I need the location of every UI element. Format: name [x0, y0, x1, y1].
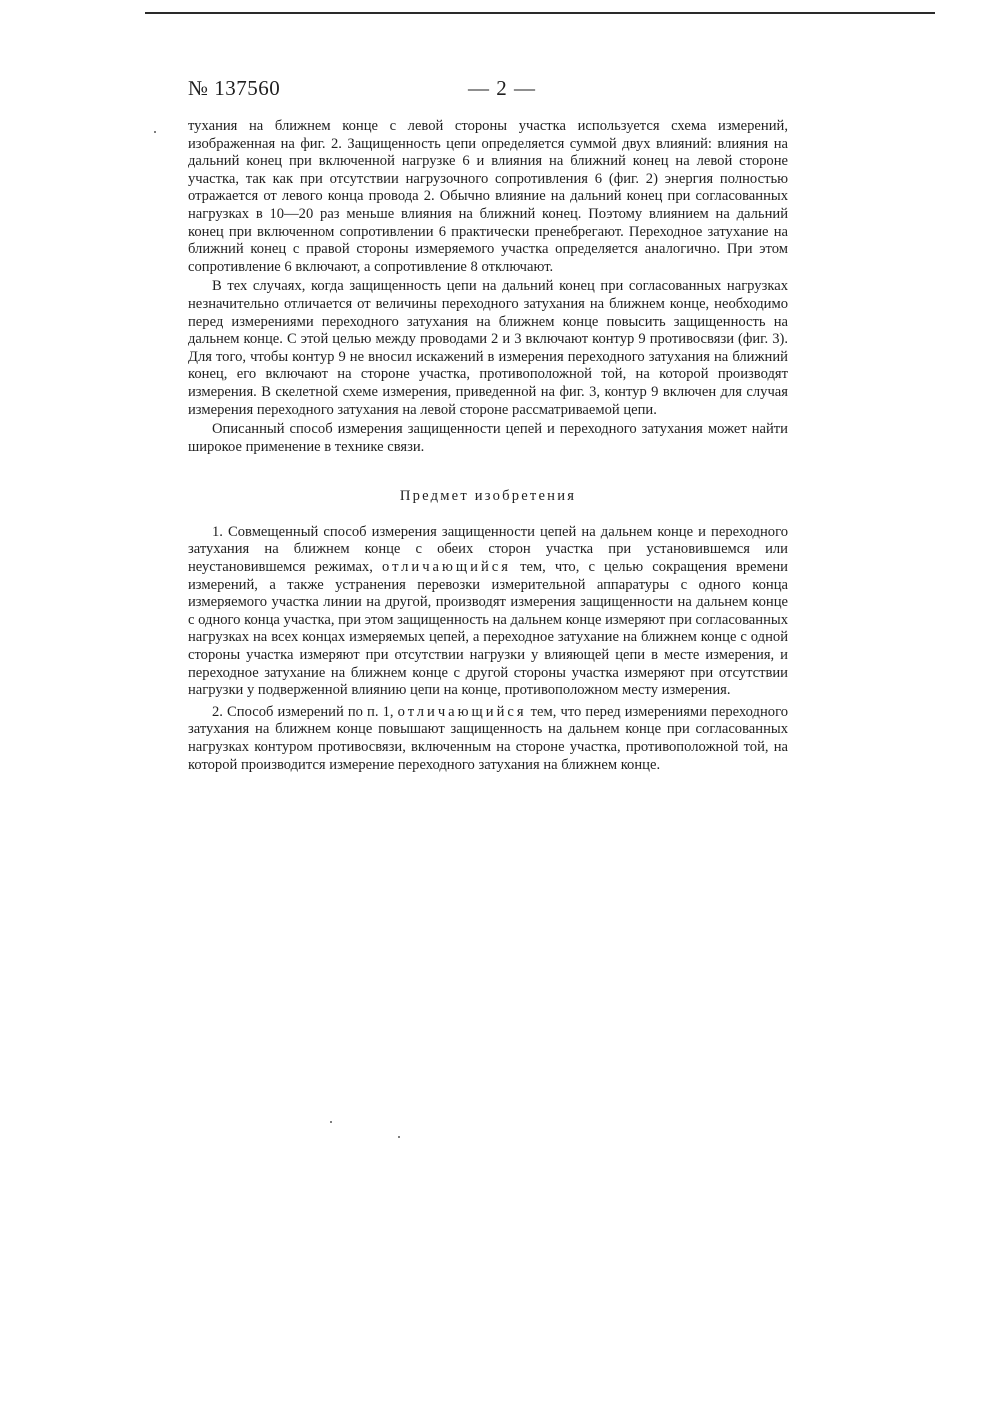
page-header [188, 76, 788, 106]
section-title: Предмет изобретения [399, 488, 577, 505]
claim-2-before: 2. Способ измерений по п. 1, [212, 703, 394, 720]
scan-speck [154, 131, 156, 133]
scan-speck [398, 1136, 400, 1138]
claim-2-keyword: отличающийся [397, 703, 527, 720]
claim-2 [188, 704, 788, 774]
claim-2-after: тем, что перед измерениями переходного затухания на ближнем конце повышают защищенность на дальнем конце при согласованных нагрузках контуром противосвязи, включенным на стороне участка, противоположной той, на которой производится измерение переходного затухания на ближнем конце. [188, 703, 788, 773]
document-body [188, 118, 788, 774]
claim-1-after: тем, что, с целью сокращения времени измерений, а также устранения перевозки измерительной аппаратуры с одного конца измеряемого участка линии на другой, производят измерения защищенности на дальнем конце с одного конца участка, при этом защищенность на дальнем конце измеряют при согласованных нагрузках на всех концах измеряемых цепей, а переходное затухание на ближнем конце с одной стороны участка измеряют при отсутствии нагрузки у влияющей цепи в месте измерения, и переходное затухание на ближнем конце с другой стороны участка измеряют при отсутствии нагрузки у подверженной влиянию цепи на конце, противоположном месту измерения. [188, 559, 788, 699]
paragraph-counter-coupling: В тех случаях, когда защищенность цепи на дальний конец при согласованных нагрузках незначительно отличается от величины переходного затухания на ближнем конце, необходимо перед измерениями переходного затухания на ближнем конце повысить защищенность на дальнем конце. С этой целью между проводами 2 и 3 включают контур 9 противосвязи (фиг. 3). Для того, чтобы контур 9 не вносил искажений в измерения переходного затухания на ближний конец, его включают на стороне участка, противоположной той, на которой производят измерения. В скелетной схеме измерения, приведенной на фиг. 3, контур 9 включен для случая измерения переходного затухания на левой стороне рассматриваемой цепи. [188, 278, 788, 418]
top-rule [145, 12, 935, 14]
claim-1-keyword: отличающийся [381, 559, 511, 576]
claim-1-before: 1. Совмещенный способ измерения защищенности цепей на дальнем конце и переходного затухания на ближнем конце с обеих сторон участка при установившемся или неустановившемся режимах, [188, 523, 788, 576]
claim-1 [188, 524, 788, 700]
paragraph-conclusion: Описанный способ измерения защищенности цепей и переходного затухания может найти широкое применение в технике связи. [188, 421, 788, 455]
scan-speck [330, 1121, 332, 1123]
page-number: — 2 — [468, 76, 536, 100]
patent-number: № 137560 [188, 76, 281, 100]
paragraph-continuation: тухания на ближнем конце с левой стороны участка используется схема измерений, изображенная на фиг. 2. Защищенность цепи определяется суммой двух влияний: влияния на дальний конец при включенной нагрузке 6 и влияния на ближний конец на левой стороне участка, так как при отсутствии нагрузочного сопротивления 6 (фиг. 2) энергия полностью отражается от левого конца провода 2. Обычно влияние на дальний конец при согласованных нагрузках в 10—20 раз меньше влияния на ближний конец. Поэтому влиянием на дальний конец при включенном сопротивлении 6 практически пренебрегают. Переходное затухание на ближний конец с правой стороны измеряемого участка определяется аналогично. При этом сопротивление 6 включают, а сопротивление 8 отключают. [188, 118, 788, 275]
